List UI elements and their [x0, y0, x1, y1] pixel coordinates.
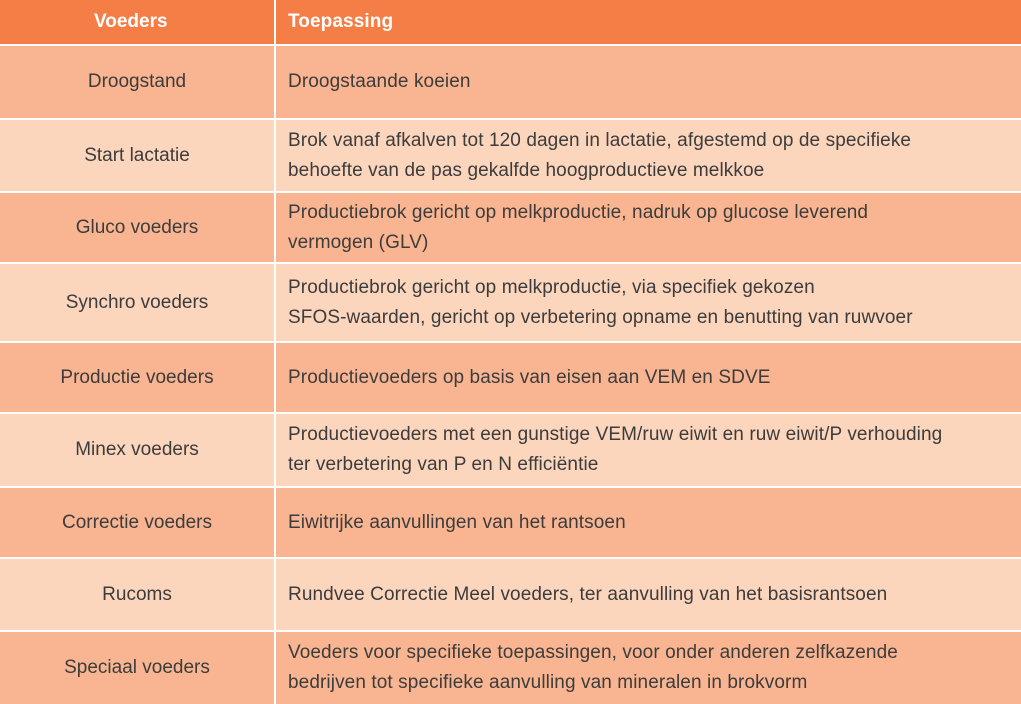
- row-application: [276, 632, 1021, 704]
- row-feed-name: Correctie voeders: [0, 488, 276, 557]
- table-row: [0, 46, 1021, 120]
- row-application: [276, 488, 1021, 557]
- header-voeders: Voeders: [0, 0, 276, 44]
- table-row: [0, 632, 1021, 704]
- row-application: [276, 120, 1021, 191]
- row-application: [276, 193, 1021, 262]
- row-feed-name: Productie voeders: [0, 343, 276, 412]
- row-application-line: Rundvee Correctie Meel voeders, ter aanvulling van het basisrantsoen: [288, 583, 888, 605]
- row-application-line: Droogstaande koeien: [288, 71, 471, 93]
- row-feed-name: Speciaal voeders: [0, 632, 276, 704]
- row-feed-name: Rucoms: [0, 559, 276, 630]
- row-feed-name: Minex voeders: [0, 414, 276, 486]
- row-application: [276, 559, 1021, 630]
- row-application-line: SFOS-waarden, gericht op verbetering opname en benutting van ruwvoer: [288, 306, 913, 328]
- row-application-line: ter verbetering van P en N efficiëntie: [288, 454, 599, 476]
- row-application-line: Productiebrok gericht op melkproductie, nadruk op glucose leverend: [288, 201, 869, 223]
- row-application-line: Productiebrok gericht op melkproductie, via specifiek gekozen: [288, 276, 815, 298]
- table-row: [0, 264, 1021, 343]
- row-feed-name: Droogstand: [0, 46, 276, 118]
- row-application-line: Eiwitrijke aanvullingen van het rantsoen: [288, 511, 626, 533]
- row-application-line: Voeders voor specifieke toepassingen, voor onder anderen zelfkazende: [288, 642, 898, 664]
- row-application: [276, 46, 1021, 118]
- row-application-line: bedrijven tot specifieke aanvulling van mineralen in brokvorm: [288, 672, 808, 694]
- row-application-line: Brok vanaf afkalven tot 120 dagen in lactatie, afgestemd op de specifieke: [288, 129, 912, 151]
- row-application: [276, 343, 1021, 412]
- table-row: [0, 193, 1021, 264]
- table-row: [0, 559, 1021, 632]
- header-toepassing: Toepassing: [288, 11, 394, 33]
- row-application: [276, 264, 1021, 341]
- row-application-line: vermogen (GLV): [288, 231, 429, 253]
- row-application-line: Productievoeders op basis van eisen aan VEM en SDVE: [288, 366, 771, 388]
- row-feed-name: Synchro voeders: [0, 264, 276, 341]
- table-row: [0, 120, 1021, 193]
- row-feed-name: Start lactatie: [0, 120, 276, 191]
- row-application-line: behoefte van de pas gekalfde hoogproductieve melkkoe: [288, 159, 765, 181]
- table-row: [0, 414, 1021, 488]
- row-application: [276, 414, 1021, 486]
- table-header-row: [0, 0, 1021, 46]
- row-feed-name: Gluco voeders: [0, 193, 276, 262]
- table-row: [0, 488, 1021, 559]
- row-application-line: Productievoeders met een gunstige VEM/ruw eiwit en ruw eiwit/P verhouding: [288, 424, 943, 446]
- table-row: [0, 343, 1021, 414]
